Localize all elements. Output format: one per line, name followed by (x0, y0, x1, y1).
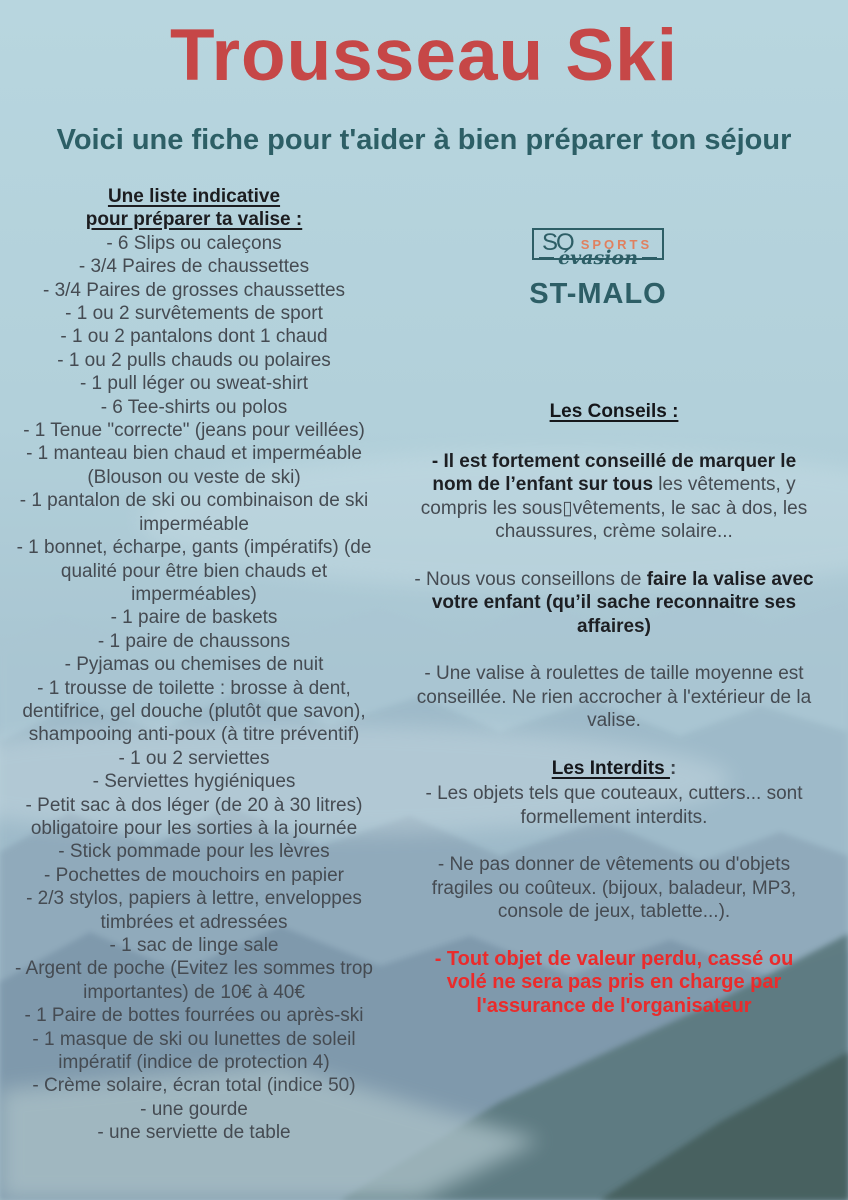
conseils-paragraph-3: - Une valise à roulettes de taille moyenne est conseillée. Ne rien accrocher à l'extérieur de la valise. (416, 663, 812, 731)
list-item: - une serviette de table (97, 1122, 291, 1144)
insurance-warning-text: - Tout objet de valeur perdu, cassé ou volé ne sera pas pris en charge par l'assurance de l'organisateur (434, 947, 794, 1017)
packing-list-column (6, 185, 382, 1145)
list-item: - 1 ou 2 survêtements de sport (65, 303, 323, 325)
list-item: - 1 Tenue "correcte" (jeans pour veillées) (23, 420, 365, 442)
page-title: Trousseau Ski (170, 15, 678, 96)
interdits-paragraph-2: - Ne pas donner de vêtements ou d'objets fragiles ou coûteux. (bijoux, baladeur, MP3, console de jeux, tablette...). (431, 854, 797, 922)
conseils-heading: Les Conseils : (549, 401, 679, 422)
interdits-paragraph-1: - Les objets tels que couteaux, cutters... sont formellement interdits. (425, 783, 803, 828)
list-item: - Pochettes de mouchoirs en papier (44, 864, 344, 886)
list-item: - 1 pull léger ou sweat-shirt (79, 373, 309, 395)
packing-list-heading-line1: Une liste indicative (107, 186, 281, 207)
list-item: - 1 sac de linge sale (109, 935, 279, 956)
logo-sports-text: SPORTS (580, 236, 653, 252)
list-item: - Serviettes hygiéniques (92, 771, 296, 793)
list-item: - 1 paire de chaussons (97, 630, 291, 652)
interdits-heading-colon: : (669, 757, 677, 779)
logo-monogram: SO (542, 229, 573, 256)
list-item: - 6 Slips ou caleçons (106, 232, 282, 254)
packing-list (6, 232, 382, 1145)
packing-list-heading-line2: pour préparer ta valise : (85, 209, 303, 231)
conseils-paragraph-1 (414, 450, 814, 544)
conseils-p1-rest: les vêtements, y compris les sous▯vêtements, le sac à dos, les chaussures, crème solaire... (420, 474, 808, 542)
list-item: - Argent de poche (Evitez les sommes trop importantes) de 10€ à 40€ (15, 958, 373, 1003)
interdits-section-heading-row (414, 757, 814, 781)
list-item: - 1 trousse de toilette : brosse à dent, dentifrice, gel douche (plutôt que savon), shampooing anti-poux (à titre préventif) (22, 677, 366, 746)
list-item: - 1 ou 2 pantalons dont 1 chaud (60, 326, 328, 348)
list-item: - 1 masque de ski ou lunettes de soleil impératif (indice de protection 4) (32, 1028, 356, 1074)
interdits-heading: Les Interdits (551, 757, 670, 779)
list-item: - Crème solaire, écran total (indice 50) (32, 1075, 356, 1097)
logo-frame (532, 228, 664, 260)
list-item: - 1 manteau bien chaud et imperméable (Blouson ou veste de ski) (26, 443, 362, 488)
list-item: - 1 ou 2 serviettes (118, 747, 270, 769)
list-item: - 1 paire de baskets (110, 607, 278, 629)
list-item: - une gourde (140, 1098, 248, 1120)
list-item: - 6 Tee-shirts ou polos (100, 396, 288, 418)
sports-evasion-logo (500, 228, 696, 311)
logo-city-name: ST-MALO (529, 278, 667, 310)
list-item: - 3/4 Paires de chaussettes (78, 256, 310, 278)
list-item: - 1 ou 2 pulls chauds ou polaires (57, 349, 331, 371)
list-item: - Pyjamas ou chemises de nuit (64, 654, 324, 676)
list-item: - Stick pommade pour les lèvres (58, 841, 330, 863)
logo-evasion-text: évasion (558, 247, 638, 269)
list-item: - 1 Paire de bottes fourrées ou après-ski (24, 1005, 364, 1027)
list-item: - Petit sac à dos léger (de 20 à 30 litres) obligatoire pour les sorties à la journée (25, 794, 363, 839)
conseils-p2-lead: - Nous vous conseillons de (414, 568, 647, 590)
conseils-p2-bold: faire la valise avec votre enfant (qu’il sache reconnaitre ses affaires) (431, 568, 814, 637)
list-item: - 2/3 stylos, papiers à lettre, enveloppes timbrées et adressées (26, 888, 362, 933)
conseils-p1-bold: - Il est fortement conseillé de marquer le nom de l’enfant sur tous (431, 450, 797, 495)
list-item: - 1 bonnet, écharpe, gants (impératifs) (de qualité pour être bien chauds et imperméables) (16, 537, 372, 605)
list-item: - 3/4 Paires de grosses chaussettes (42, 279, 346, 301)
conseils-section-heading-row (414, 400, 814, 424)
advice-column (414, 400, 814, 1018)
page-subtitle: Voici une fiche pour t'aider à bien préparer ton séjour (56, 124, 792, 156)
conseils-paragraph-2 (414, 568, 814, 639)
list-item: - 1 pantalon de ski ou combinaison de ski imperméable (19, 490, 369, 535)
